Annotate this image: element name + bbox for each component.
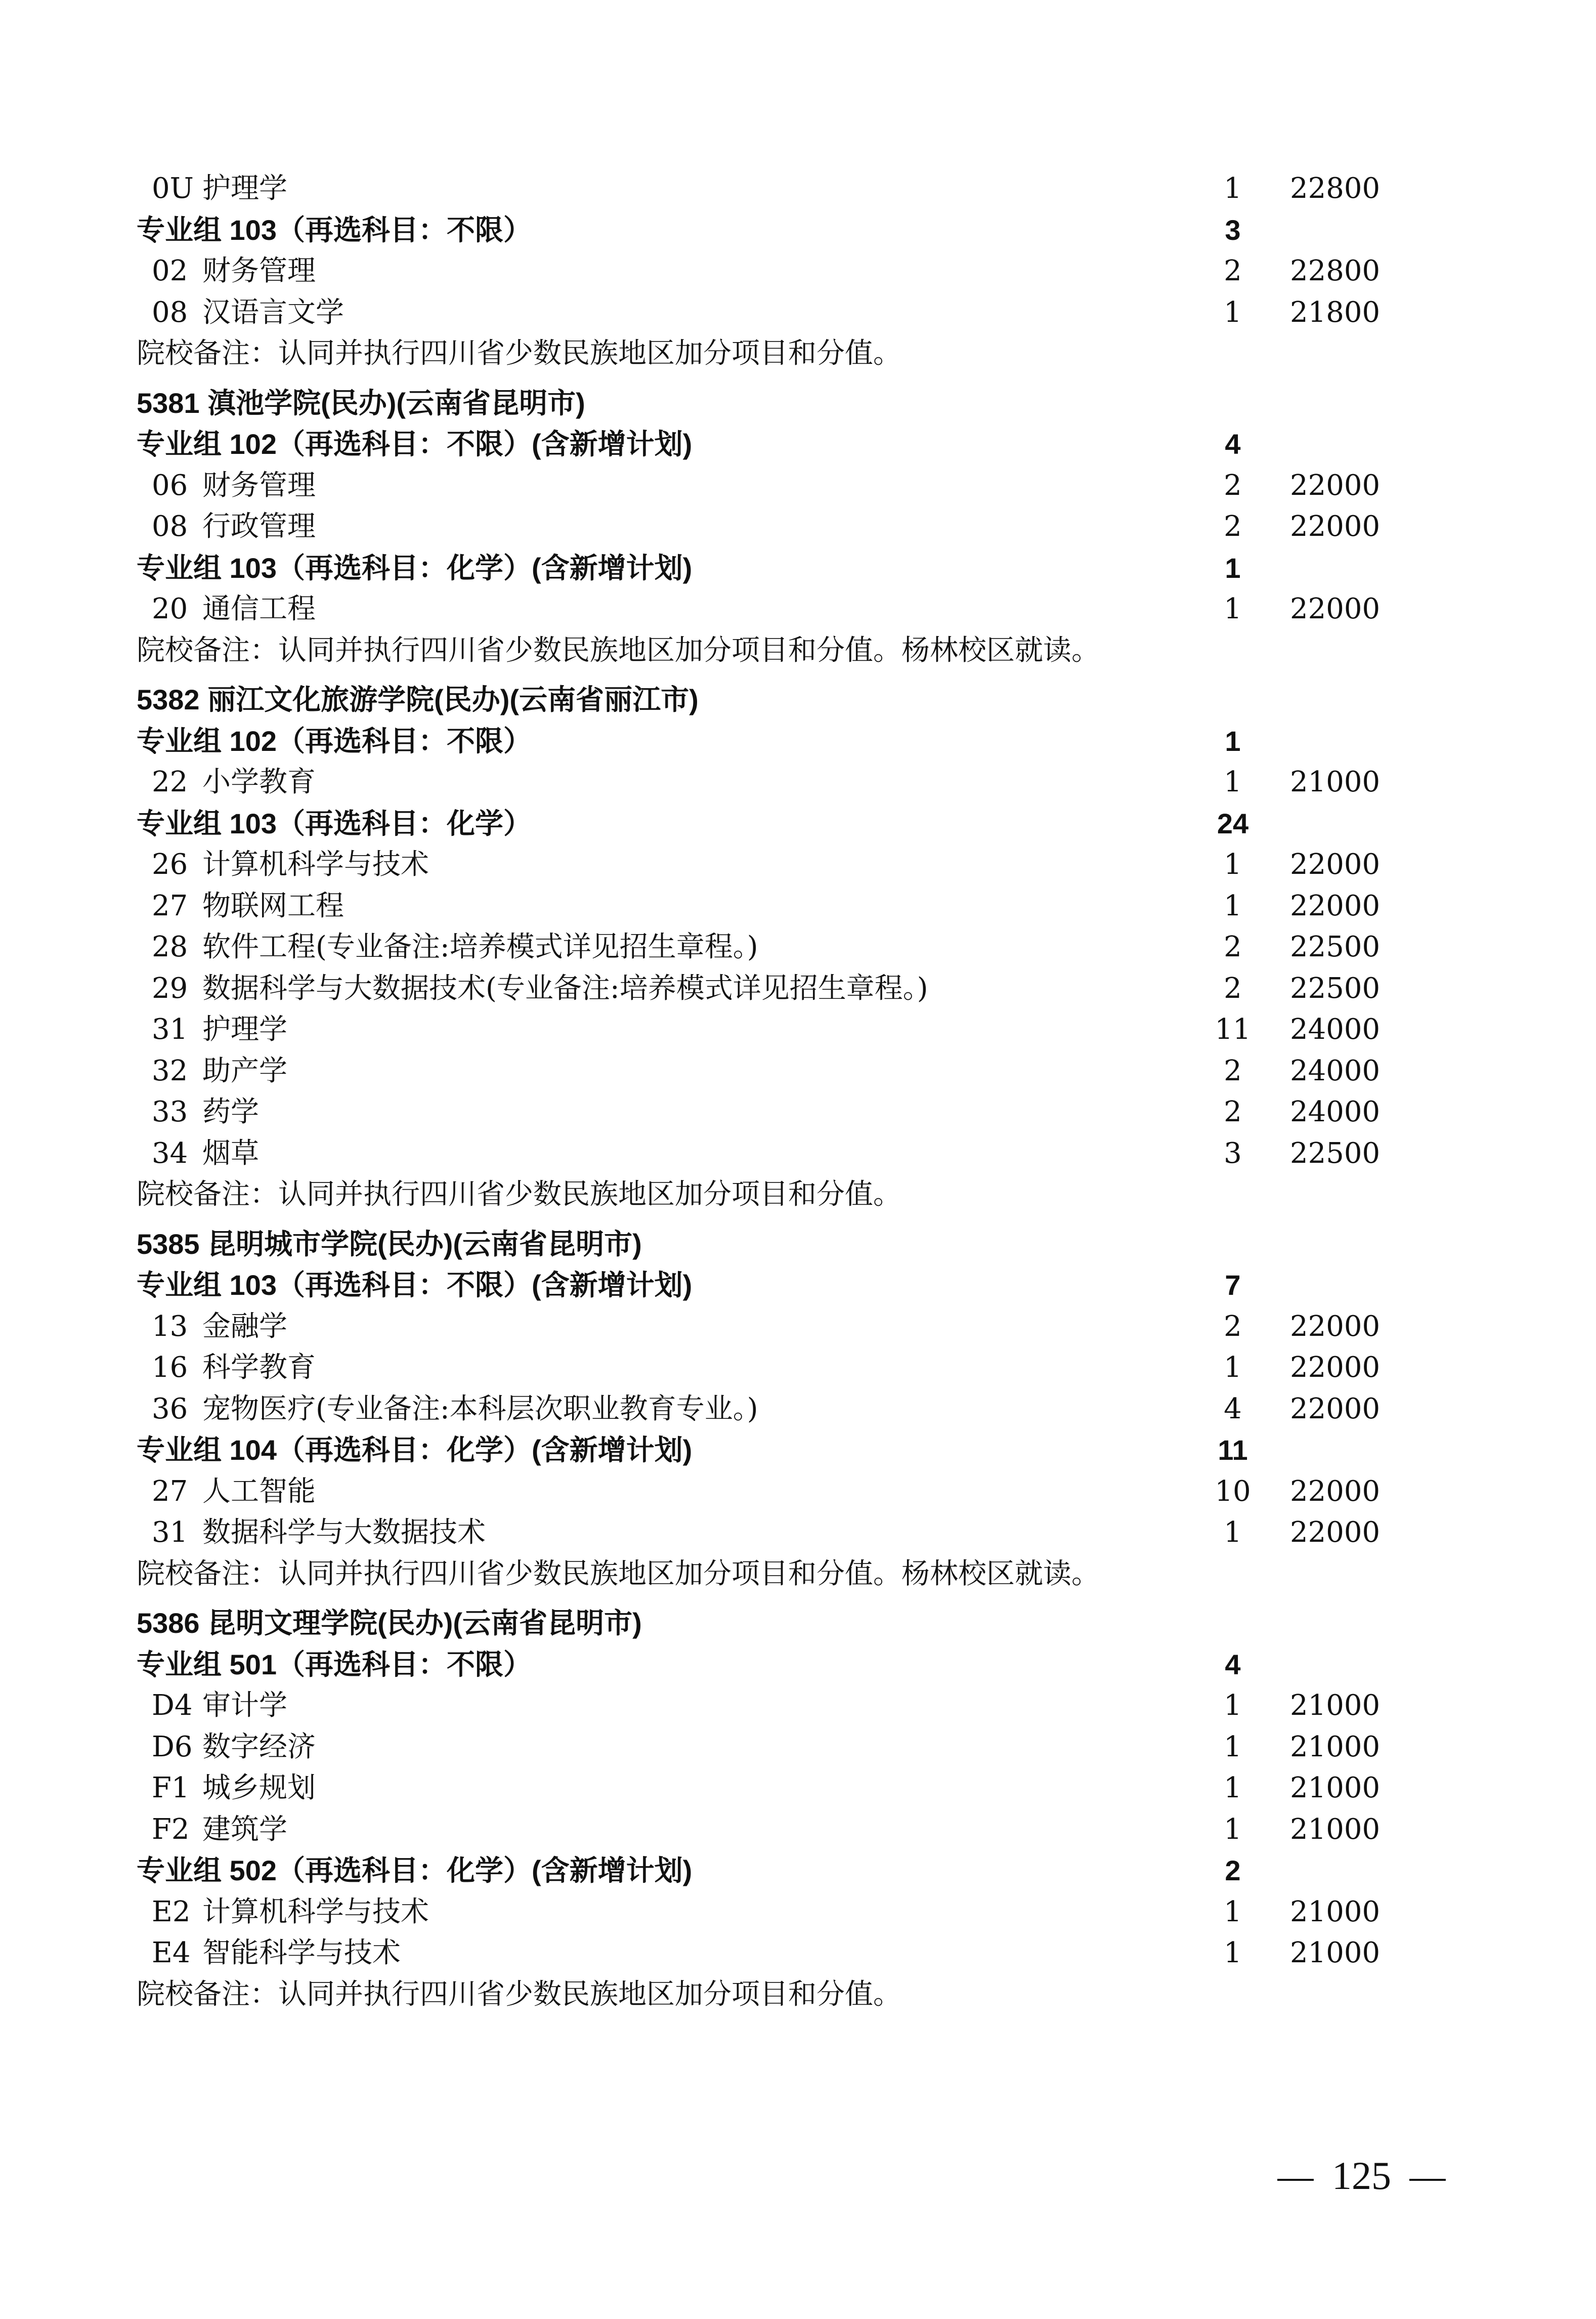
major-code: 31 <box>152 1013 188 1046</box>
major-plan-count: 1 <box>1224 766 1242 798</box>
major-name: 数字经济 <box>202 1730 316 1763</box>
major-name: 审计学 <box>202 1689 287 1722</box>
major-code: 02 <box>152 255 188 287</box>
major-group-row <box>137 424 1391 465</box>
major-row <box>137 968 1391 1009</box>
major-plan-count: 1 <box>1224 1689 1242 1722</box>
major-tuition-fee: 22000 <box>1290 469 1381 502</box>
major-code: E4 <box>152 1936 191 1969</box>
school-note-row <box>137 1974 1391 2015</box>
major-plan-count: 1 <box>1224 1936 1242 1969</box>
major-code: 0U <box>152 172 194 205</box>
major-tuition-fee: 24000 <box>1290 1095 1381 1128</box>
major-code: 27 <box>152 1474 188 1508</box>
major-tuition-fee: 21000 <box>1290 1689 1381 1722</box>
major-name: 人工智能 <box>202 1474 316 1508</box>
major-code: 36 <box>152 1392 188 1425</box>
major-tuition-fee: 22000 <box>1290 1310 1381 1343</box>
major-tuition-fee: 21000 <box>1290 1936 1381 1969</box>
major-row <box>137 168 1391 209</box>
school-title: 5385 昆明城市学院(民办)(云南省昆明市) <box>137 1228 642 1260</box>
school-header <box>137 383 1391 424</box>
group-count: 7 <box>1225 1269 1241 1301</box>
group-count: 11 <box>1218 1434 1248 1466</box>
major-name: 数据科学与大数据技术(专业备注:培养模式详见招生章程。) <box>202 972 928 1005</box>
major-tuition-fee: 21000 <box>1290 1812 1381 1846</box>
major-name: 药学 <box>202 1095 259 1128</box>
major-name: 财务管理 <box>202 469 316 502</box>
major-name: 汉语言文学 <box>202 296 344 329</box>
major-plan-count: 2 <box>1224 510 1242 543</box>
major-group-row <box>137 1644 1391 1685</box>
major-code: 22 <box>152 766 188 798</box>
major-tuition-fee: 21000 <box>1290 766 1381 798</box>
group-label: 专业组 103（再选科目：化学）(含新增计划) <box>137 552 693 584</box>
major-group-row <box>137 547 1391 589</box>
group-count: 4 <box>1225 1648 1241 1680</box>
group-label: 专业组 103（再选科目：不限） <box>137 214 532 246</box>
major-row <box>137 1685 1391 1726</box>
school-note-row <box>137 1553 1391 1595</box>
school-title: 5386 昆明文理学院(民办)(云南省昆明市) <box>137 1607 642 1639</box>
major-group-row <box>137 721 1391 762</box>
major-row <box>137 762 1391 803</box>
major-name: 建筑学 <box>202 1812 287 1846</box>
footer-dash-left <box>1277 2179 1314 2181</box>
page-number: 125 <box>1332 2154 1391 2198</box>
major-row <box>137 1512 1391 1553</box>
major-tuition-fee: 22500 <box>1290 972 1381 1005</box>
major-tuition-fee: 22000 <box>1290 510 1381 543</box>
group-label: 专业组 103（再选科目：化学） <box>137 807 532 839</box>
major-name: 城乡规划 <box>202 1772 316 1804</box>
major-row <box>137 1471 1391 1512</box>
major-name: 软件工程(专业备注:培养模式详见招生章程。) <box>202 931 758 963</box>
major-tuition-fee: 22800 <box>1290 255 1381 287</box>
major-plan-count: 1 <box>1224 593 1242 625</box>
major-row <box>137 250 1391 292</box>
group-count: 1 <box>1225 725 1241 757</box>
major-tuition-fee: 21000 <box>1290 1730 1381 1763</box>
major-tuition-fee: 21800 <box>1290 296 1381 329</box>
major-tuition-fee: 22000 <box>1290 1351 1381 1384</box>
major-code: 06 <box>152 469 188 502</box>
group-label: 专业组 501（再选科目：不限） <box>137 1648 532 1680</box>
school-note: 院校备注：认同并执行四川省少数民族地区加分项目和分值。杨林校区就读。 <box>137 1557 1100 1590</box>
major-code: F1 <box>152 1772 190 1804</box>
major-code: 31 <box>152 1516 188 1549</box>
major-plan-count: 2 <box>1224 255 1242 287</box>
major-tuition-fee: 22000 <box>1290 1474 1381 1508</box>
group-count: 24 <box>1217 807 1249 839</box>
major-plan-count: 1 <box>1224 172 1242 205</box>
major-code: 29 <box>152 972 188 1005</box>
school-note-row <box>137 333 1391 374</box>
major-tuition-fee: 22000 <box>1290 889 1381 922</box>
major-row <box>137 1347 1391 1388</box>
school-note-row <box>137 1174 1391 1215</box>
major-name: 护理学 <box>202 172 287 205</box>
major-group-row <box>137 1264 1391 1306</box>
major-group-row <box>137 1429 1391 1471</box>
major-tuition-fee: 22000 <box>1290 848 1381 881</box>
major-row <box>137 926 1391 968</box>
major-row <box>137 1091 1391 1133</box>
major-plan-count: 2 <box>1224 1310 1242 1343</box>
major-row <box>137 844 1391 886</box>
major-plan-count: 3 <box>1224 1136 1242 1170</box>
major-name: 计算机科学与技术 <box>202 1895 429 1928</box>
major-tuition-fee: 22500 <box>1290 1136 1381 1170</box>
group-count: 2 <box>1225 1854 1241 1886</box>
major-plan-count: 1 <box>1224 296 1242 329</box>
school-note: 院校备注：认同并执行四川省少数民族地区加分项目和分值。 <box>137 1178 901 1211</box>
major-tuition-fee: 21000 <box>1290 1772 1381 1804</box>
major-plan-count: 1 <box>1224 1812 1242 1846</box>
major-plan-count: 4 <box>1224 1392 1242 1425</box>
major-tuition-fee: 22000 <box>1290 1392 1381 1425</box>
major-row <box>137 588 1391 630</box>
major-row <box>137 1726 1391 1768</box>
major-name: 护理学 <box>202 1013 287 1046</box>
major-plan-count: 1 <box>1224 889 1242 922</box>
school-title: 5381 滇池学院(民办)(云南省昆明市) <box>137 387 585 419</box>
major-row <box>137 1050 1391 1092</box>
page-footer <box>1277 2151 1446 2201</box>
major-group-row <box>137 1850 1391 1891</box>
major-tuition-fee: 24000 <box>1290 1054 1381 1087</box>
school-header <box>137 679 1391 721</box>
major-tuition-fee: 22000 <box>1290 1516 1381 1549</box>
major-code: 16 <box>152 1351 188 1384</box>
major-row <box>137 292 1391 333</box>
major-code: 27 <box>152 889 188 922</box>
group-label: 专业组 102（再选科目：不限）(含新增计划) <box>137 428 693 460</box>
major-row <box>137 1009 1391 1050</box>
major-name: 助产学 <box>202 1054 287 1087</box>
major-name: 行政管理 <box>202 510 316 543</box>
major-name: 烟草 <box>202 1136 259 1170</box>
major-name: 小学教育 <box>202 766 316 798</box>
group-count: 4 <box>1225 428 1241 460</box>
school-title: 5382 丽江文化旅游学院(民办)(云南省丽江市) <box>137 684 699 715</box>
group-label: 专业组 102（再选科目：不限） <box>137 725 532 757</box>
major-plan-count: 2 <box>1224 469 1242 502</box>
major-code: 08 <box>152 510 188 543</box>
school-header <box>137 1603 1391 1644</box>
major-row <box>137 1891 1391 1933</box>
major-row <box>137 886 1391 927</box>
major-plan-count: 1 <box>1224 848 1242 881</box>
major-code: 26 <box>152 848 188 881</box>
major-code: 34 <box>152 1136 188 1170</box>
major-tuition-fee: 21000 <box>1290 1895 1381 1928</box>
admission-plan-list <box>137 168 1391 2015</box>
major-plan-count: 2 <box>1224 1095 1242 1128</box>
group-count: 3 <box>1225 214 1241 246</box>
school-note: 院校备注：认同并执行四川省少数民族地区加分项目和分值。 <box>137 337 901 370</box>
major-group-row <box>137 803 1391 845</box>
major-plan-count: 2 <box>1224 1054 1242 1087</box>
major-tuition-fee: 22000 <box>1290 593 1381 625</box>
group-label: 专业组 502（再选科目：化学）(含新增计划) <box>137 1854 693 1886</box>
major-name: 数据科学与大数据技术 <box>202 1516 486 1549</box>
school-note-row <box>137 630 1391 671</box>
major-code: 33 <box>152 1095 188 1128</box>
major-plan-count: 1 <box>1224 1730 1242 1763</box>
school-header <box>137 1224 1391 1265</box>
major-plan-count: 2 <box>1224 972 1242 1005</box>
major-row <box>137 1932 1391 1974</box>
major-code: 08 <box>152 296 188 329</box>
major-name: 科学教育 <box>202 1351 316 1384</box>
major-plan-count: 10 <box>1215 1474 1251 1508</box>
major-plan-count: 11 <box>1215 1013 1251 1046</box>
major-row <box>137 1809 1391 1850</box>
major-plan-count: 2 <box>1224 931 1242 963</box>
school-note: 院校备注：认同并执行四川省少数民族地区加分项目和分值。 <box>137 1977 901 2011</box>
major-name: 宠物医疗(专业备注:本科层次职业教育专业。) <box>202 1392 758 1425</box>
group-count: 1 <box>1225 552 1241 584</box>
major-name: 金融学 <box>202 1310 287 1343</box>
group-label: 专业组 104（再选科目：化学）(含新增计划) <box>137 1434 693 1466</box>
footer-dash-right <box>1409 2179 1446 2181</box>
major-code: E2 <box>152 1895 191 1928</box>
group-label: 专业组 103（再选科目：不限）(含新增计划) <box>137 1269 693 1301</box>
major-group-row <box>137 209 1391 251</box>
major-code: F2 <box>152 1812 190 1846</box>
major-name: 通信工程 <box>202 593 316 625</box>
major-row <box>137 465 1391 507</box>
major-code: 20 <box>152 593 188 625</box>
major-name: 物联网工程 <box>202 889 344 922</box>
major-tuition-fee: 24000 <box>1290 1013 1381 1046</box>
major-plan-count: 1 <box>1224 1772 1242 1804</box>
major-code: 32 <box>152 1054 188 1087</box>
major-row <box>137 1306 1391 1347</box>
major-tuition-fee: 22800 <box>1290 172 1381 205</box>
major-plan-count: 1 <box>1224 1516 1242 1549</box>
school-note: 院校备注：认同并执行四川省少数民族地区加分项目和分值。杨林校区就读。 <box>137 634 1100 667</box>
major-plan-count: 1 <box>1224 1895 1242 1928</box>
major-row <box>137 506 1391 547</box>
major-code: 28 <box>152 931 188 963</box>
major-tuition-fee: 22500 <box>1290 931 1381 963</box>
major-code: D6 <box>152 1730 193 1763</box>
major-name: 计算机科学与技术 <box>202 848 429 881</box>
major-plan-count: 1 <box>1224 1351 1242 1384</box>
major-row <box>137 1388 1391 1430</box>
major-row <box>137 1767 1391 1809</box>
major-code: D4 <box>152 1689 193 1722</box>
major-code: 13 <box>152 1310 188 1343</box>
major-name: 财务管理 <box>202 255 316 287</box>
major-name: 智能科学与技术 <box>202 1936 401 1969</box>
major-row <box>137 1133 1391 1174</box>
